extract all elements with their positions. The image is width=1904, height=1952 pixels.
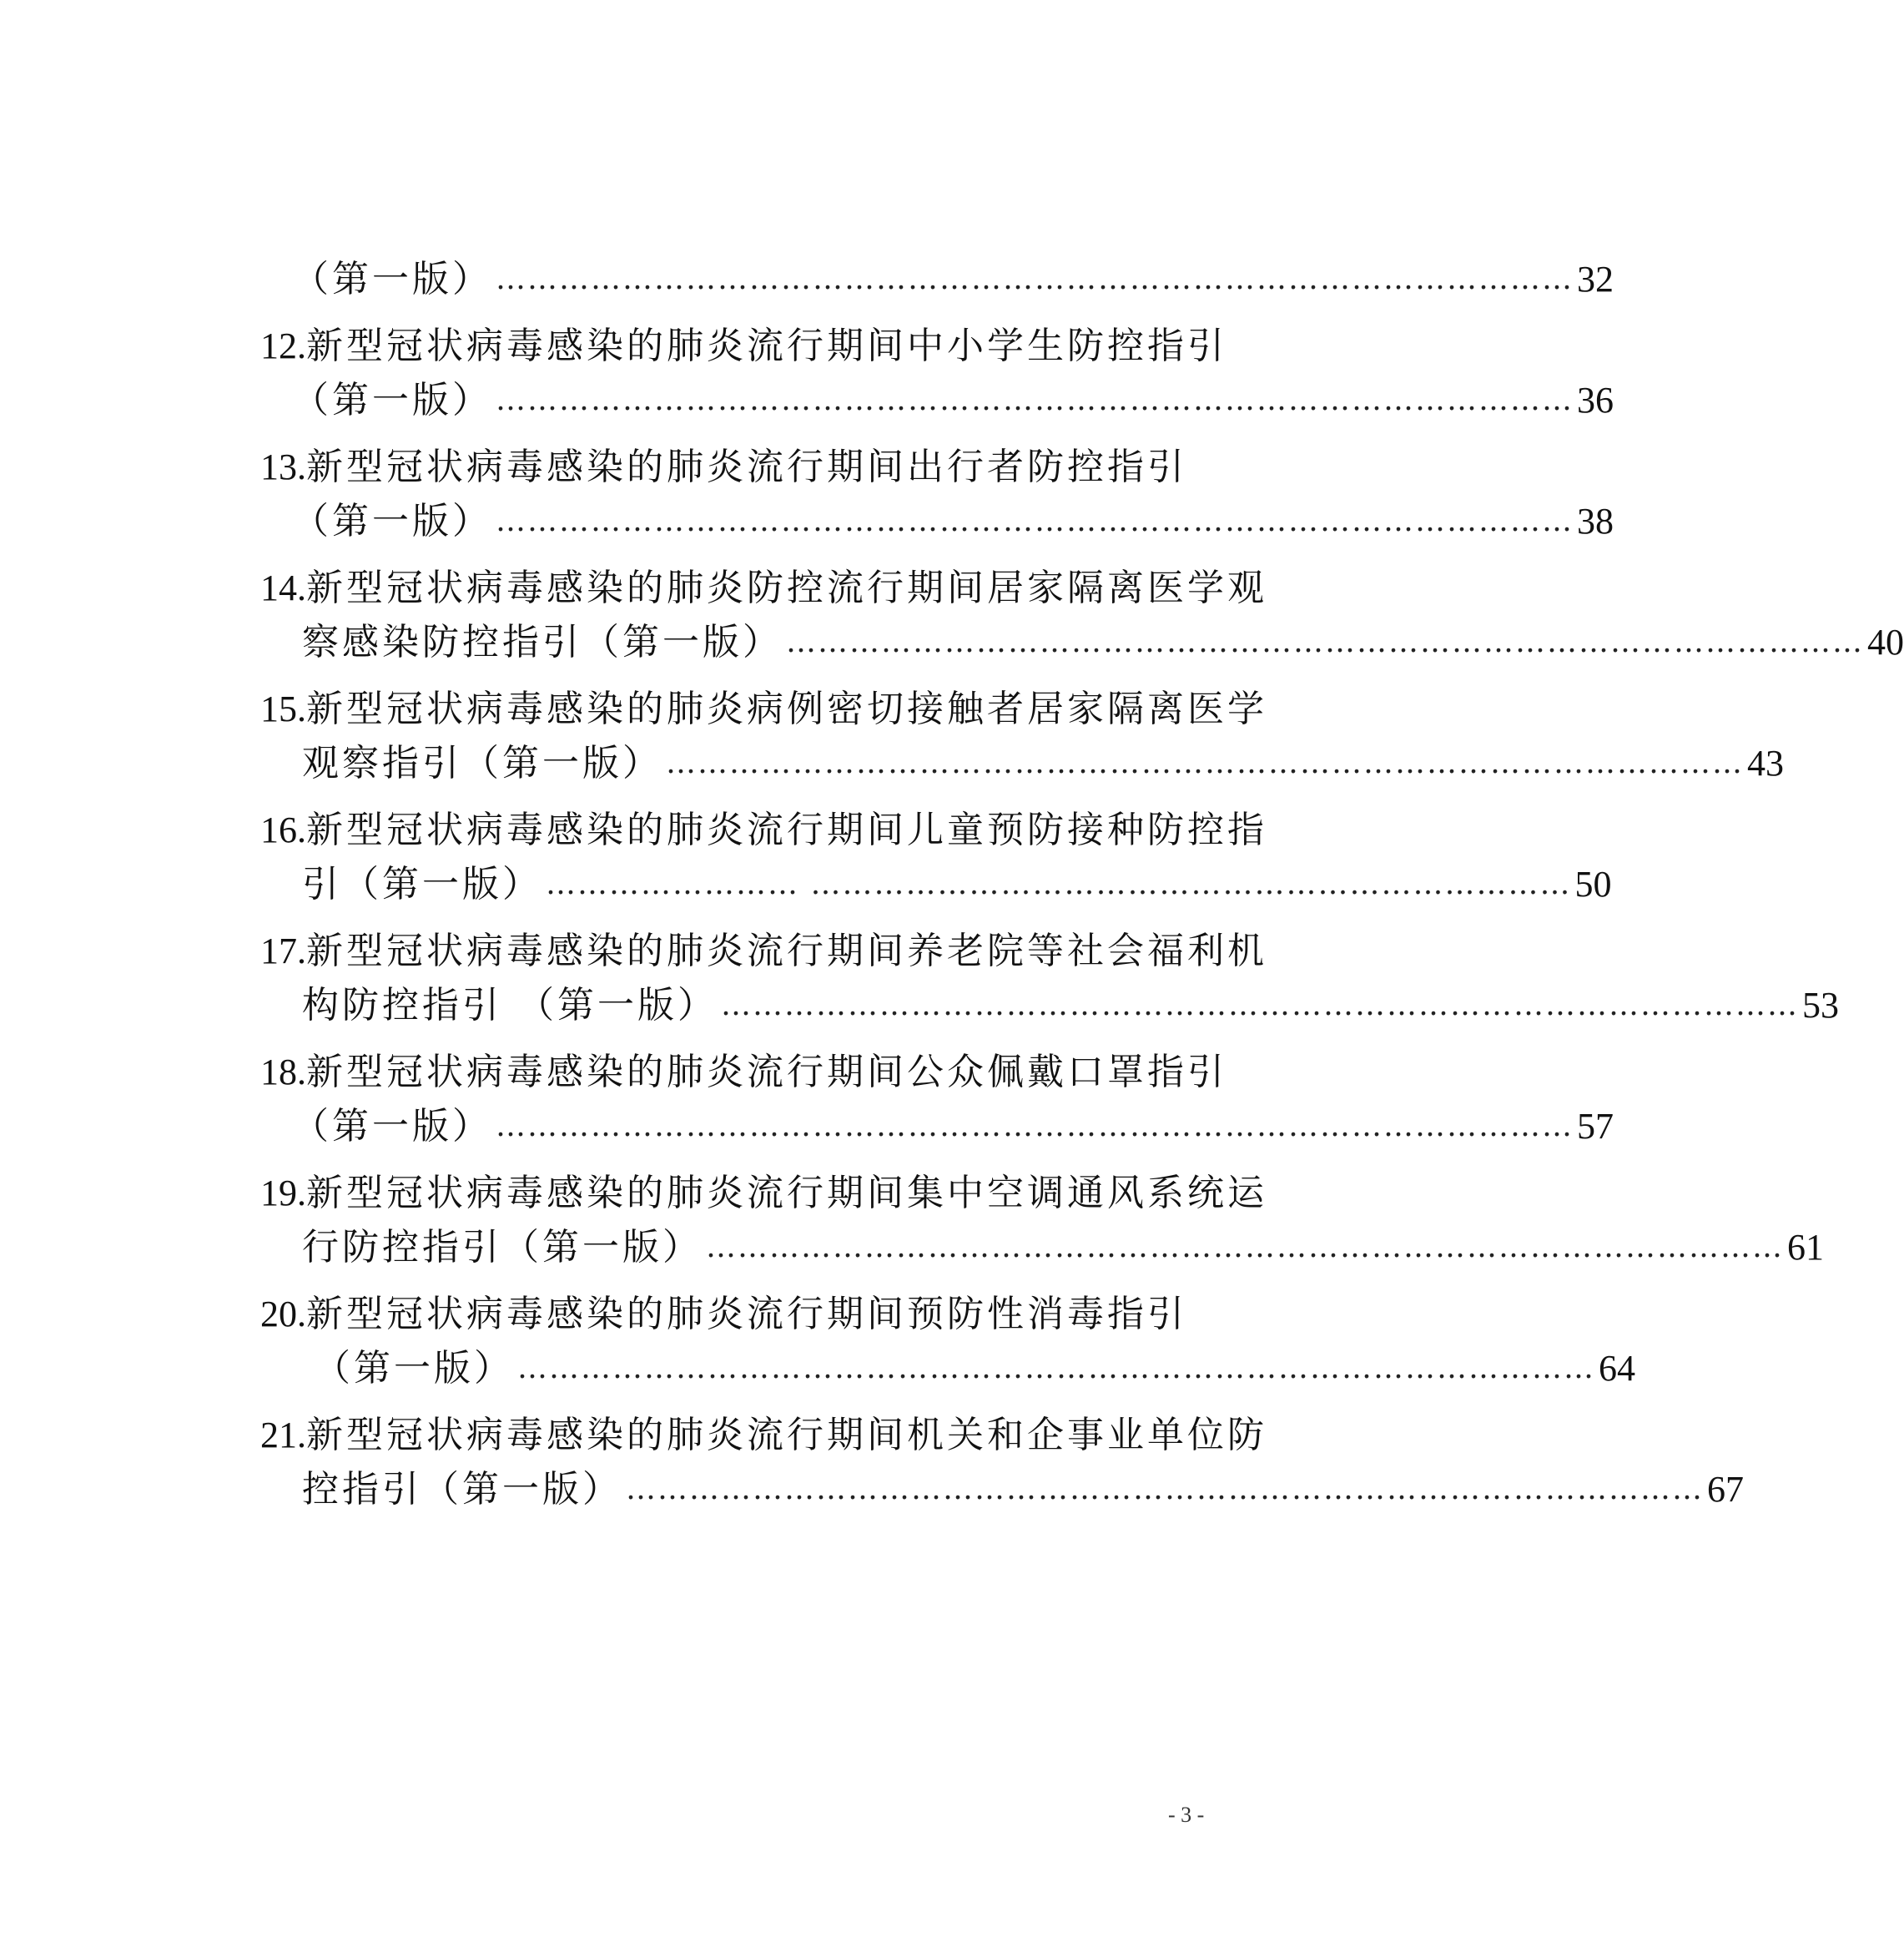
toc-page-number: 43 (1747, 743, 1784, 784)
toc-entry-leader-line[interactable] (302, 1223, 1824, 1273)
toc-entry-title (260, 563, 1267, 613)
toc-entry-leader-line[interactable] (292, 255, 1614, 305)
toc-entry-number: 19. (260, 1173, 306, 1213)
dot-leader: ………………………………………………………………………………………… (786, 625, 1864, 659)
toc-entry-continuation: 控指引（第一版） (302, 1468, 622, 1511)
toc-entry-number: 18. (260, 1052, 306, 1092)
dot-leader: ………………………………………………………………………………………… (496, 504, 1574, 538)
toc-entry-title (260, 926, 1267, 976)
toc-entry-number: 16. (260, 810, 306, 850)
toc-entry-continuation: 察感染防控指引（第一版） (302, 621, 783, 663)
toc-entry-title (260, 684, 1267, 734)
toc-entry-leader-line[interactable] (302, 618, 1904, 668)
toc-entry-number: 17. (260, 931, 306, 971)
toc-entry-text: 新型冠状病毒感染的肺炎病例密切接触者居家隔离医学 (306, 688, 1267, 730)
dot-leader: …………………… ……………………………………………………………… (546, 867, 1572, 901)
dot-leader: ………………………………………………………………………………………… (666, 746, 1744, 780)
toc-page-number: 32 (1577, 259, 1614, 300)
toc-entry-text: 新型冠状病毒感染的肺炎流行期间集中空调通风系统运 (306, 1172, 1267, 1214)
toc-entry-leader-line[interactable] (292, 497, 1614, 547)
toc-entry-leader-line[interactable] (292, 1102, 1614, 1152)
toc-entry-text: 新型冠状病毒感染的肺炎流行期间预防性消毒指引 (306, 1293, 1187, 1335)
toc-entry-continuation: （第一版） (292, 379, 492, 421)
toc-entry-text: 新型冠状病毒感染的肺炎防控流行期间居家隔离医学观 (306, 567, 1267, 609)
toc-entry-number: 15. (260, 688, 306, 729)
toc-entry-continuation: 构防控指引 （第一版） (302, 984, 718, 1026)
dot-leader: ………………………………………………………………………………………… (721, 988, 1799, 1022)
toc-entry-leader-line[interactable] (302, 860, 1612, 910)
toc-entry-title (260, 442, 1187, 492)
toc-entry-continuation: 引（第一版） (302, 863, 542, 905)
toc-entry-title (260, 1047, 1227, 1097)
page-number: - 3 - (1168, 1803, 1205, 1827)
toc-entry-text: 新型冠状病毒感染的肺炎流行期间公众佩戴口罩指引 (306, 1051, 1227, 1093)
dot-leader: ………………………………………………………………………………………… (517, 1351, 1595, 1385)
toc-entry-continuation: （第一版） (314, 1347, 514, 1390)
dot-leader: ………………………………………………………………………………………… (496, 262, 1574, 296)
toc-entry-continuation: （第一版） (292, 258, 492, 300)
toc-entry-leader-line[interactable] (302, 1465, 1744, 1515)
toc-page-number: 53 (1802, 985, 1839, 1026)
toc-page-number: 61 (1787, 1227, 1824, 1268)
toc-page-number: 40 (1867, 622, 1904, 663)
toc-entry-continuation: 观察指引（第一版） (302, 742, 662, 784)
toc-entry-text: 新型冠状病毒感染的肺炎流行期间机关和企事业单位防 (306, 1414, 1267, 1456)
toc-entry-leader-line[interactable] (302, 739, 1784, 789)
toc-entry-title (260, 1168, 1267, 1218)
toc-entry-continuation: 行防控指引（第一版） (302, 1226, 703, 1269)
toc-entry-text: 新型冠状病毒感染的肺炎流行期间养老院等社会福利机 (306, 930, 1267, 972)
toc-entry-title (260, 321, 1227, 371)
toc-page-number: 57 (1577, 1106, 1614, 1147)
toc-page-number: 67 (1707, 1469, 1744, 1510)
toc-entry-text: 新型冠状病毒感染的肺炎流行期间出行者防控指引 (306, 446, 1187, 488)
toc-entry-text: 新型冠状病毒感染的肺炎流行期间儿童预防接种防控指 (306, 809, 1267, 851)
toc-entry-number: 21. (260, 1415, 306, 1455)
toc-page-number: 64 (1599, 1348, 1635, 1389)
toc-entry-continuation: （第一版） (292, 500, 492, 542)
dot-leader: ………………………………………………………………………………………… (496, 383, 1574, 417)
dot-leader: ………………………………………………………………………………………… (706, 1230, 1784, 1264)
toc-page-number: 38 (1577, 501, 1614, 542)
toc-entry-leader-line[interactable] (302, 981, 1839, 1031)
toc-entry-title (260, 1410, 1267, 1460)
toc-entry-number: 20. (260, 1294, 306, 1334)
toc-entry-continuation: （第一版） (292, 1105, 492, 1147)
toc-entry-title (260, 1289, 1187, 1339)
toc-page-number: 50 (1574, 864, 1612, 905)
toc-entry-text: 新型冠状病毒感染的肺炎流行期间中小学生防控指引 (306, 325, 1227, 367)
dot-leader: ………………………………………………………………………………………… (496, 1109, 1574, 1143)
toc-page-number: 36 (1577, 380, 1614, 421)
toc-entry-number: 13. (260, 446, 306, 487)
toc-entry-number: 12. (260, 325, 306, 366)
toc-entry-leader-line[interactable] (314, 1344, 1635, 1394)
toc-entry-number: 14. (260, 567, 306, 608)
toc-entry-leader-line[interactable] (292, 376, 1614, 426)
dot-leader: ………………………………………………………………………………………… (626, 1472, 1704, 1506)
toc-entry-title (260, 805, 1267, 855)
